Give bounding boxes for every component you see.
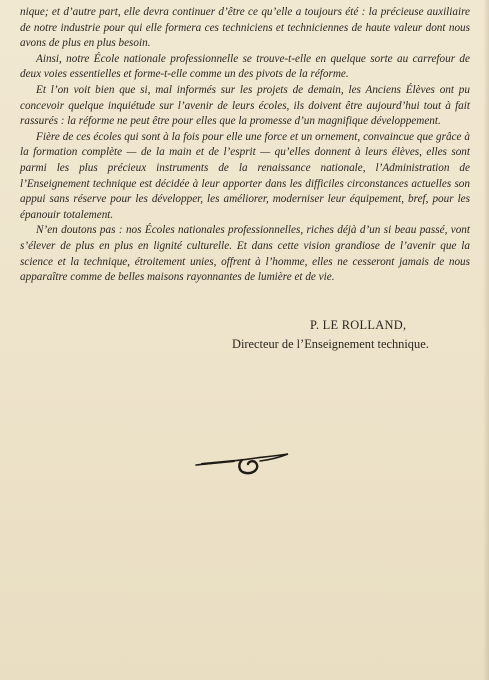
paragraph-anciens-eleves: Et l’on voit bien que si, mal informés sur les projets de demain, les Anciens Élèves ont pu concevoir quelque inquiétude sur l’avenir de leurs écoles, ils doivent être aujourd’hui tout à fait rassurés : la réforme ne peut être pour elles que la promesse d’un magnifique développement. <box>20 83 470 128</box>
signatory-title: Directeur de l’Enseignement technique. <box>232 337 429 351</box>
signatory-name: P. LE ROLLAND, <box>310 318 407 332</box>
paragraph-continuation: nique; et d’autre part, elle devra continuer d’être ce qu’elle a toujours été : la précieuse auxiliaire de notre industrie pour qui elle formera ces techniciens et techniciennes de haute valeur dont nous avons de plus en plus besoin. <box>20 6 470 50</box>
tailpiece-flourish-icon <box>194 448 290 478</box>
body-text <box>20 5 470 286</box>
paragraph-carrefour: Ainsi, notre École nationale professionnelle se trouve-t-elle en quelque sorte au carrefour de deux voies essentielles et forme-t-elle comme un des pivots de la réforme. <box>20 52 470 81</box>
signature-block <box>232 316 472 354</box>
paragraph-conclusion: N’en doutons pas : nos Écoles nationales professionnelles, riches déjà d’un si beau passé, vont s’élever de plus en plus en lignité culturelle. Et dans cette vision grandiose de l’avenir que la science et la technique, étroitement unies, offrent à l’homme, elles ne cesseront jamais de nous apparaître comme de belles maisons rayonnantes de lumière et de vie. <box>20 224 470 284</box>
paragraph-administration: Fière de ces écoles qui sont à la fois pour elle une force et un ornement, convaincue que grâce à la formation complète — de la main et de l’esprit — qu’elles donnent à leurs élèves, elles sont parmi les plus précieux instruments de la renaissance nationale, l’Administration de l’Enseignement technique est décidée à leur apporter dans les difficiles circonstances actuelles son appui sans réserve pour les développer, les améliorer, moderniser leur équipement, bref, pour les épanouir totalement. <box>20 130 470 221</box>
page-edge-shadow <box>483 0 489 680</box>
